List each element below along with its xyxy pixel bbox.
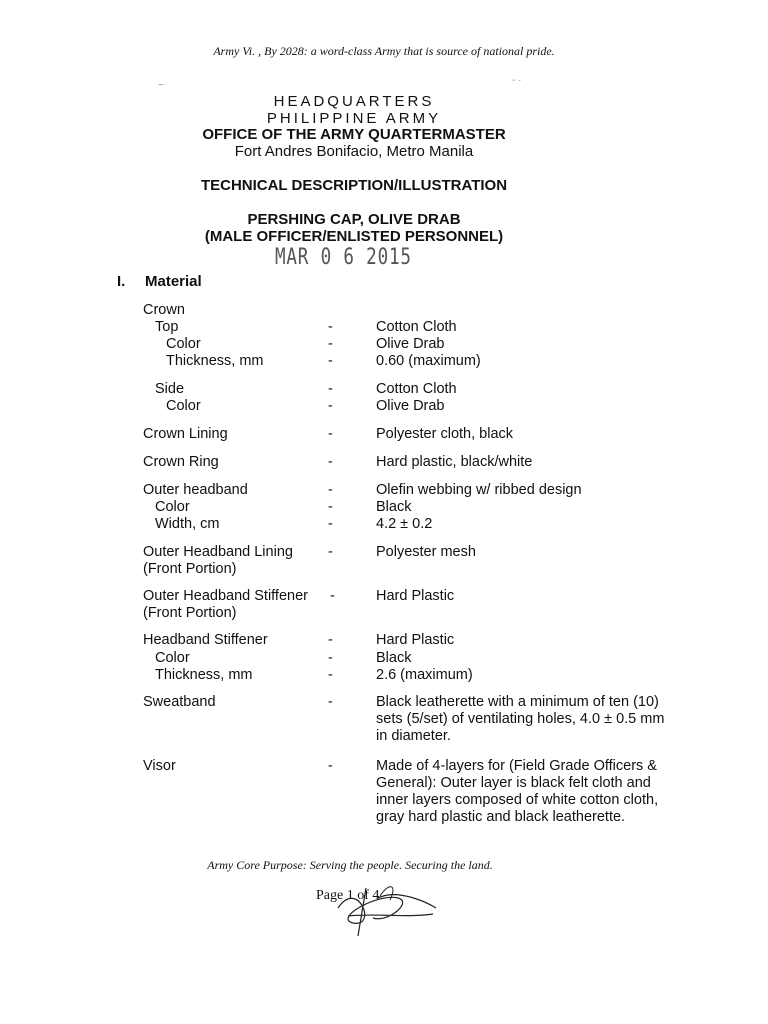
header-location: Fort Andres Bonifacio, Metro Manila (234, 143, 474, 160)
row-dash: - (328, 426, 333, 442)
row-value: Hard plastic, black/white (376, 454, 533, 470)
row-value: Made of 4-layers for (Field Grade Officers & General): Outer layer is black felt cloth and inner layers composed of white cotton cloth, gray hard plastic and black leatherette. (376, 758, 659, 825)
row-label: Color (155, 650, 190, 666)
row-label: Color (155, 499, 190, 515)
row-value: Polyester cloth, black (376, 426, 514, 442)
item-title: PERSHING CAP, OLIVE DRAB (247, 211, 461, 228)
row-value: Hard Plastic (376, 588, 455, 604)
row-label: Top (155, 319, 179, 335)
item-subtitle: (MALE OFFICER/ENLISTED PERSONNEL) (204, 228, 504, 245)
row-dash: - (328, 336, 333, 352)
row-dash: - (328, 544, 333, 560)
core-purpose: Army Core Purpose: Serving the people. Securing the land. (207, 858, 493, 872)
row-dash: - (328, 667, 333, 683)
section-number: I. (117, 273, 126, 290)
row-dash: - (328, 499, 333, 515)
row-dash: - (328, 650, 333, 666)
page-number: Page 1 of 4 (316, 888, 380, 903)
row-label: (Front Portion) (143, 561, 237, 577)
row-label: Crown Lining (143, 426, 228, 442)
row-label: Outer headband (143, 482, 248, 498)
row-label: Outer Headband Stiffener (143, 588, 308, 604)
row-label: Color (166, 336, 201, 352)
row-label: Crown Ring (143, 454, 219, 470)
row-value: 2.6 (maximum) (376, 667, 473, 683)
scan-mark: ~ (158, 80, 164, 91)
row-value: 4.2 ± 0.2 (376, 516, 433, 532)
row-dash: - (328, 319, 333, 335)
signature-icon (318, 868, 448, 938)
row-value: Olive Drab (376, 398, 445, 414)
row-label: Visor (143, 758, 176, 774)
row-value: Cotton Cloth (376, 319, 457, 335)
row-value: Black (376, 650, 412, 666)
row-value: Polyester mesh (376, 544, 476, 560)
vision-statement: Army Vi. , By 2028: a word-class Army that is source of national pride. (213, 44, 555, 58)
row-value: Black (376, 499, 412, 515)
row-value: Cotton Cloth (376, 381, 457, 397)
doc-type-title: TECHNICAL DESCRIPTION/ILLUSTRATION (200, 177, 508, 194)
header-philippine-army: PHILIPPINE ARMY (266, 110, 442, 127)
row-label: Thickness, mm (166, 353, 264, 369)
row-label: Width, cm (155, 516, 220, 532)
row-label: Color (166, 398, 201, 414)
row-value: Olefin webbing w/ ribbed design (376, 482, 582, 498)
scan-mark: - · (512, 75, 522, 86)
row-value: Black leatherette with a minimum of ten (10) sets (5/set) of ventilating holes, 4.0 ± 0.5 mm in diameter. (376, 694, 665, 744)
row-label: Headband Stiffener (143, 632, 268, 648)
row-label: Thickness, mm (155, 667, 253, 683)
row-dash: - (328, 353, 333, 369)
header-headquarters: HEADQUARTERS (273, 93, 435, 110)
row-dash: - (328, 381, 333, 397)
row-label: Outer Headband Lining (143, 544, 293, 560)
row-value: Hard Plastic (376, 632, 455, 648)
row-value: 0.60 (maximum) (376, 353, 481, 369)
row-dash: - (328, 398, 333, 414)
row-dash: - (328, 482, 333, 498)
row-dash: - (328, 454, 333, 470)
row-dash: - (328, 758, 333, 774)
header-office: OFFICE OF THE ARMY QUARTERMASTER (202, 126, 506, 143)
date-stamp: MAR 0 6 2015 (275, 245, 412, 270)
section-title: Material (145, 273, 202, 290)
row-label: Side (155, 381, 185, 397)
row-dash: - (328, 694, 333, 710)
row-label: Crown (143, 302, 185, 318)
row-dash: - (328, 632, 333, 648)
row-dash: - (328, 516, 333, 532)
row-dash: - (330, 588, 335, 604)
row-value: Olive Drab (376, 336, 445, 352)
row-label: Sweatband (143, 694, 216, 710)
row-label: (Front Portion) (143, 605, 237, 621)
